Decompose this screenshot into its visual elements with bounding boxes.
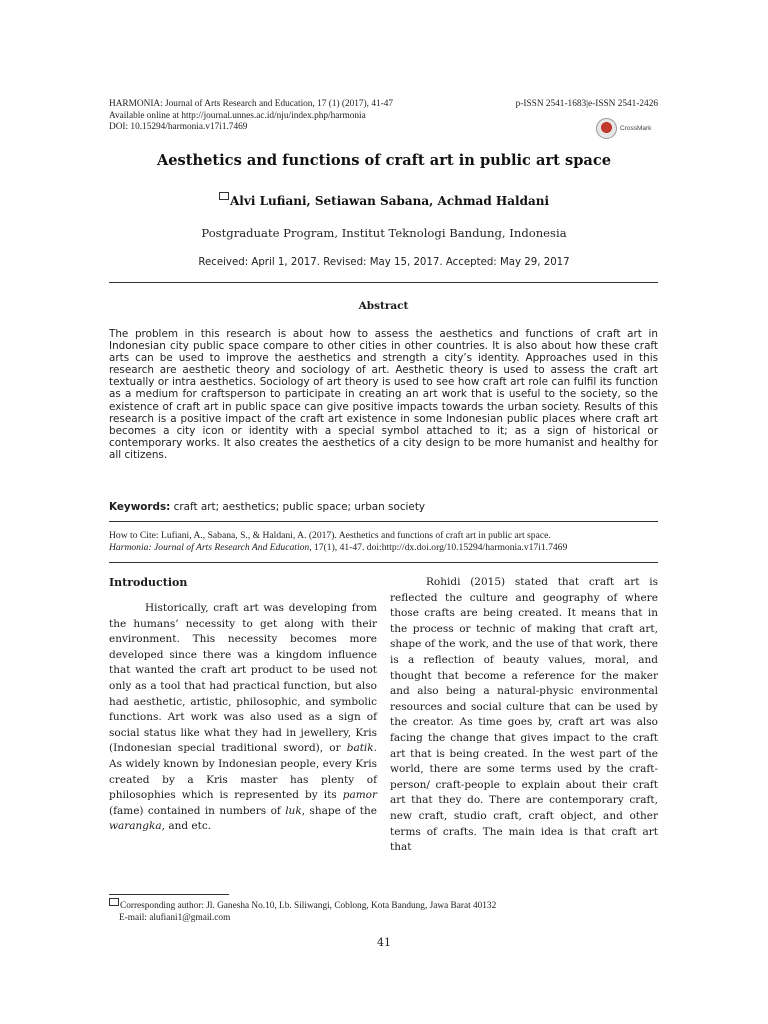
divider-cite — [109, 562, 658, 563]
doi-line[interactable]: DOI: 10.15294/harmonia.v17i1.7469 — [109, 122, 248, 132]
crossmark-label: CrossMark — [620, 124, 652, 132]
author-names: Alvi Lufiani, Setiawan Sabana, Achmad Haldani — [229, 194, 550, 208]
issn-block — [478, 99, 658, 111]
abstract-text: The problem in this research is about how to assess the aesthetics and functions of craft art in Indonesian city public space compare to other cities in other countries. It is also about how these craft arts can be used to improve the aesthetics and strength a city’s identity. Approaches used in this research are aesthetic theory and sociology of art. Aesthetic theory is used to assess the craft art textually or intra aesthetics. Sociology of art theory is used to see how craft art role can fulfil its function as a medium for craftsperson to participate in creating an art work that is useful to the society, so the existence of craft art in public space can give positive impacts towards the urban society. Results of this research is a positive impact of the craft art existence in some Indonesian public places where craft art becomes a city icon or identity with a special symbol attached to it; as a sign of historical or contemporary works. It also creates the aesthetics of a city design to be more humanist and healthy for all citizens. — [109, 328, 658, 461]
body-column-left — [109, 575, 377, 835]
how-to-cite — [109, 530, 658, 554]
affiliation: Postgraduate Program, Institut Teknologi Bandung, Indonesia — [201, 226, 567, 240]
rohidi-paragraph: Rohidi (2015) stated that craft art is reflected the culture and geography of where those crafts are being created. It means that in the process or technic of making that craft art, shape of the work, and the use of that work, there is a reflection of beauty values, moral, and thought that become a reference for the maker and also being a natural-physic environmental resources and social culture that can be used by the creator. As time goes by, craft art was also facing the change that gives impact to the craft art that is being created. In the west part of the world, there are some terms used by the craft-person/ craft-people to explain about their craft art that they do. There are contemporary craft, new craft, studio craft, craft object, and other terms of crafts. The main idea is that craft art that — [390, 576, 658, 854]
body-column-right — [390, 575, 658, 856]
page-number: 41 — [377, 936, 391, 949]
issn-line: p-ISSN 2541-1683|e-ISSN 2541-2426 — [515, 99, 658, 109]
divider-top — [109, 282, 658, 283]
keywords-text: craft art; aesthetics; public space; urban society — [173, 501, 426, 513]
abstract-heading: Abstract — [358, 300, 409, 312]
citation-journal: Harmonia: Journal of Arts Research And Education — [109, 541, 310, 553]
journal-header — [109, 99, 509, 134]
paper-title: Aesthetics and functions of craft art in public art space — [156, 152, 612, 169]
introduction-heading: Introduction — [109, 576, 188, 589]
intro-paragraph: Historically, craft art was developing from the humans’ necessity to get along with their environment. This necessity becomes more developed since there was a kingdom influence that wanted the craft art product to be used not only as a tool that had practical function, but also had aesthetic, artistic, philosophic, and symbolic functions. Art work was also used as a sign of social status like what they had in jewellery, Kris (Indonesian special traditional sword), or batik. As widely known by Indonesian people, every Kris created by a Kris master has plenty of philosophies which is represented by its pamor (fame) contained in numbers of luk, shape of the warangka, and etc. — [109, 602, 377, 833]
corresponding-author: Corresponding author: Jl. Ganesha No.10, Lb. Siliwangi, Coblong, Kota Bandung, Jawa Barat 40132 — [120, 901, 497, 911]
publication-dates: Received: April 1, 2017. Revised: May 15, 2017. Accepted: May 29, 2017 — [198, 257, 570, 268]
envelope-icon — [219, 192, 229, 200]
footnote-envelope-icon — [109, 898, 119, 906]
keywords — [109, 501, 658, 513]
citation-line-1: How to Cite: Lufiani, A., Sabana, S., & Haldani, A. (2017). Aesthetics and functions of craft art in public art space. — [109, 530, 551, 541]
citation-line-2[interactable]: , 17(1), 41-47. doi:http://dx.doi.org/10.15294/harmonia.v17i1.7469 — [309, 541, 568, 553]
available-online-line[interactable]: Available online at http://journal.unnes.ac.id/nju/index.php/harmonia — [109, 110, 366, 121]
divider-keywords — [109, 521, 658, 522]
keywords-label: Keywords: — [109, 501, 171, 513]
crossmark-icon — [596, 118, 617, 139]
crossmark-badge[interactable] — [596, 116, 666, 140]
author-email[interactable]: E-mail: alufiani1@gmail.com — [119, 912, 231, 923]
footnote — [109, 898, 658, 925]
author-list — [60, 192, 708, 208]
journal-line: HARMONIA: Journal of Arts Research and Education, 17 (1) (2017), 41-47 — [109, 99, 394, 109]
footnote-rule — [109, 894, 229, 895]
